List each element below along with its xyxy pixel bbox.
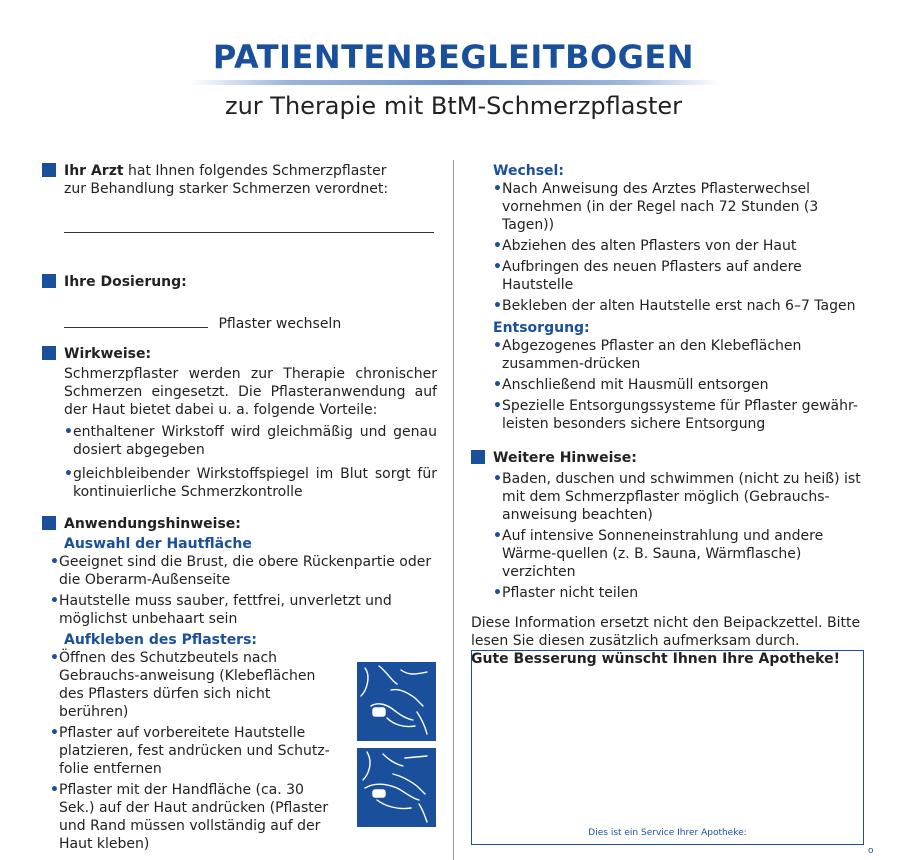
document-title: PATIENTENBEGLEITBOGEN — [212, 38, 695, 76]
section-arzt — [42, 162, 437, 198]
list-item — [493, 337, 866, 373]
list-item — [493, 470, 866, 524]
bullet-icon: • — [50, 593, 59, 609]
title-underline — [190, 80, 720, 85]
list-item-text: Bekleben der alten Hautstelle erst nach 6–7 Tagen — [502, 298, 856, 314]
section-anwendung — [42, 515, 437, 533]
apply-patch-illustration — [357, 748, 436, 827]
bullet-icon: • — [64, 466, 73, 482]
bullet-icon: • — [493, 585, 502, 601]
bullet-icon: • — [493, 238, 502, 254]
list-item-text: enthaltener Wirkstoff wird gleichmäßig und genau dosiert abgegeben — [73, 424, 437, 458]
list-item-text: Auf intensive Sonneneinstrahlung und andere Wärme-quellen (z. B. Sauna, Wärmflasche) verzichten — [502, 528, 824, 580]
auswahl-heading: Auswahl der Hautfläche — [64, 536, 252, 552]
list-item — [493, 584, 866, 602]
section-wirkweise — [42, 345, 437, 363]
list-item-text: Pflaster nicht teilen — [502, 585, 639, 601]
wechsel-heading: Wechsel: — [493, 163, 564, 179]
closing-text: Gute Besserung wünscht Ihnen Ihre Apotheke! — [471, 651, 840, 667]
bullet-icon: • — [493, 181, 502, 197]
list-item — [50, 781, 335, 853]
hinweise-heading: Weitere Hinweise: — [493, 450, 637, 466]
list-item-text: Abziehen des alten Pflasters von der Haut — [502, 238, 797, 254]
arzt-text-line2: zur Behandlung starker Schmerzen verordnet: — [64, 181, 389, 197]
list-item — [50, 553, 437, 589]
list-item-text: Pflaster mit der Handfläche (ca. 30 Sek.) auf der Haut andrücken (Pflaster und Rand müssen vollständig auf der Haut kleben) — [59, 782, 329, 852]
wirkweise-text: Schmerzpflaster werden zur Therapie chronischer Schmerzen eingesetzt. Die Pflasteranwendung auf der Haut bietet dabei u. a. folgende Vorteile: — [64, 366, 437, 418]
anwendung-heading: Anwendungshinweise: — [64, 516, 241, 532]
list-item — [493, 180, 866, 234]
section-wechsel — [471, 162, 866, 433]
info-text: Diese Information ersetzt nicht den Beipackzettel. Bitte lesen Sie diesen zusätzlich aufmerksam durch. — [471, 615, 861, 649]
blue-square-icon — [42, 163, 56, 177]
column-divider — [453, 160, 454, 860]
bullet-icon: • — [50, 554, 59, 570]
list-item-text: Aufbringen des neuen Pflasters auf andere Hautstelle — [502, 259, 802, 293]
list-item — [50, 724, 335, 778]
stamp-note: Dies ist ein Service Ihrer Apotheke: — [588, 828, 747, 838]
list-item-text: Hautstelle muss sauber, fettfrei, unverletzt und möglichst unbehaart sein — [59, 593, 392, 627]
entsorgung-heading: Entsorgung: — [493, 320, 590, 336]
blue-square-icon — [42, 274, 56, 288]
aufkleben-list — [50, 649, 335, 853]
blue-square-icon — [42, 516, 56, 530]
bullet-icon: • — [493, 377, 502, 393]
pharmacy-stamp-box — [471, 650, 864, 845]
blue-square-icon — [471, 450, 485, 464]
bullet-icon: • — [493, 471, 502, 487]
arzt-label: Ihr Arzt — [64, 163, 124, 179]
list-item — [493, 297, 866, 315]
bullet-icon: • — [493, 338, 502, 354]
list-item-text: Öffnen des Schutzbeutels nach Gebrauchs-anweisung (Klebeflächen des Pflasters dürfen sich nicht berühren) — [59, 650, 316, 720]
dosierung-heading: Ihre Dosierung: — [64, 274, 187, 290]
hinweise-list — [471, 470, 866, 602]
corner-mark: o — [868, 846, 874, 856]
list-item — [493, 397, 866, 433]
bullet-icon: • — [64, 424, 73, 440]
list-item-text: Abgezogenes Pflaster an den Klebeflächen zusammen-drücken — [502, 338, 802, 372]
list-item-text: Nach Anweisung des Arztes Pflasterwechsel vornehmen (in der Regel nach 72 Stunden (3 Tagen)) — [502, 181, 819, 233]
bullet-icon: • — [493, 259, 502, 275]
open-pouch-illustration — [357, 662, 436, 741]
list-item-text: Pflaster auf vorbereitete Hautstelle platzieren, fest andrücken und Schutz-folie entfernen — [59, 725, 330, 777]
list-item — [64, 465, 437, 501]
arzt-text: hat Ihnen folgendes Schmerzpflaster — [123, 163, 387, 179]
list-item — [64, 423, 437, 459]
blue-square-icon — [42, 346, 56, 360]
dosage-row — [42, 313, 437, 331]
document-subtitle: zur Therapie mit BtM-Schmerzpflaster — [225, 92, 682, 120]
bullet-icon: • — [50, 650, 59, 666]
bullet-icon: • — [493, 298, 502, 314]
prescription-fill-line[interactable] — [64, 198, 434, 233]
wirkweise-heading: Wirkweise: — [64, 346, 152, 362]
bullet-icon: • — [50, 725, 59, 741]
list-item — [493, 258, 866, 294]
dosage-fill-line[interactable] — [64, 313, 208, 328]
dosage-suffix: Pflaster wechseln — [218, 316, 342, 332]
section-dosierung — [42, 273, 437, 291]
list-item — [493, 237, 866, 255]
list-item-text: Anschließend mit Hausmüll entsorgen — [502, 377, 769, 393]
list-item-text: Geeignet sind die Brust, die obere Rückenpartie oder die Oberarm-Außenseite — [59, 554, 432, 588]
list-item-text: Spezielle Entsorgungssysteme für Pflaster gewähr-leisten besonders sichere Entsorgung — [502, 398, 858, 432]
right-column — [471, 162, 866, 668]
bullet-icon: • — [493, 398, 502, 414]
list-item-text: gleichbleibender Wirkstoffspiegel im Blut sorgt für kontinuierliche Schmerzkontrolle — [73, 466, 437, 500]
list-item — [493, 376, 866, 394]
bullet-icon: • — [50, 782, 59, 798]
list-item — [50, 592, 437, 628]
aufkleben-heading: Aufkleben des Pflasters: — [64, 632, 258, 648]
section-hinweise — [471, 449, 866, 467]
list-item — [50, 649, 335, 721]
list-item-text: Baden, duschen und schwimmen (nicht zu heiß) ist mit dem Schmerzpflaster möglich (Gebrauchs-anweisung beachten) — [502, 471, 861, 523]
bullet-icon: • — [493, 528, 502, 544]
wirkweise-bullets — [42, 423, 437, 501]
list-item — [493, 527, 866, 581]
